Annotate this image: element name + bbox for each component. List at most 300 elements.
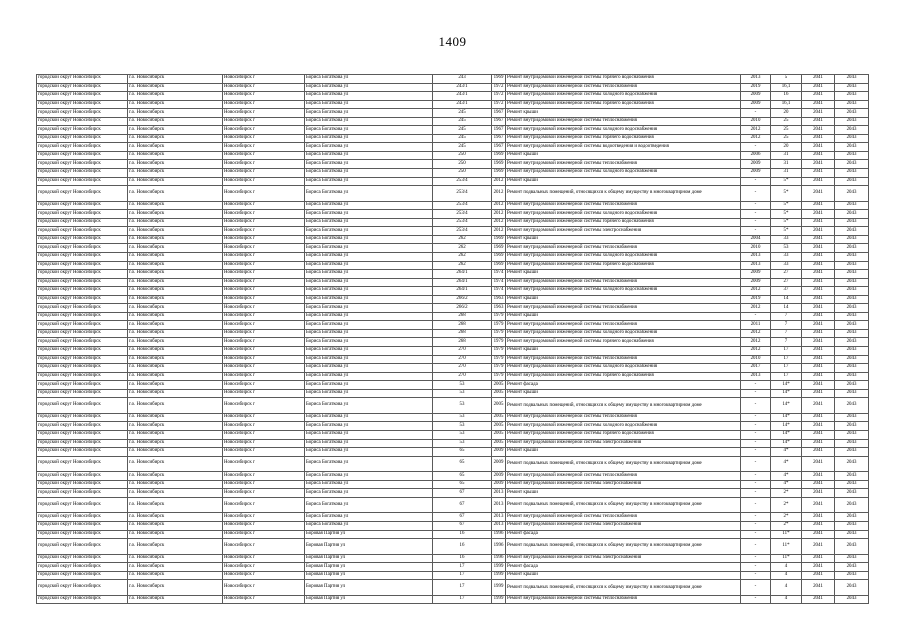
last-repair-year-cell: 2009 [741,278,771,287]
locality-cell: Новосибирск г [223,235,305,244]
settlement-cell: г.о. Новосибирск [128,539,223,555]
end-year-cell: 2043 [835,381,869,390]
street-cell: Боровая Партия ул [305,563,433,572]
last-repair-year-cell: 2013 [741,372,771,381]
table-row [37,92,869,101]
locality-cell: Новосибирск г [223,75,305,84]
street-cell: Бориса Богаткова ул [305,143,433,152]
work-type-cell: Ремонт подвальных помещений, относящихся к общему имуществу в многоквартирном доме [506,580,741,596]
locality-cell: Новосибирск г [223,329,305,338]
wear-cell: 16 [771,92,802,101]
work-type-cell: Ремонт внутридомовой инженерной системы электроснабжения [506,439,741,448]
start-year-cell: 2041 [802,430,835,439]
end-year-cell: 2043 [835,235,869,244]
build-year-cell: 2012 [492,186,506,202]
end-year-cell: 2043 [835,364,869,373]
last-repair-year-cell: 2013 [741,252,771,261]
start-year-cell: 2041 [802,530,835,539]
wear-cell: 14* [771,430,802,439]
municipality-cell: городской округ Новосибирск [37,143,128,152]
settlement-cell: г.о. Новосибирск [128,521,223,530]
locality-cell: Новосибирск г [223,489,305,498]
house-number-cell: 253/4 [433,201,492,210]
build-year-cell: 2012 [492,227,506,236]
work-type-cell: Ремонт внутридомовой инженерной системы электроснабжения [506,227,741,236]
end-year-cell: 2043 [835,186,869,202]
work-type-cell: Ремонт внутридомовой инженерной системы горячего водоснабжения [506,338,741,347]
locality-cell: Новосибирск г [223,472,305,481]
end-year-cell: 2043 [835,489,869,498]
locality-cell: Новосибирск г [223,563,305,572]
work-type-cell: Ремонт крыши [506,448,741,457]
municipality-cell: городской округ Новосибирск [37,389,128,398]
locality-cell: Новосибирск г [223,304,305,313]
last-repair-year-cell: - [741,439,771,448]
table-row [37,563,869,572]
house-number-cell: 264/1 [433,278,492,287]
last-repair-year-cell: - [741,201,771,210]
work-type-cell: Ремонт внутридомовой инженерной системы теплоснабжения [506,355,741,364]
start-year-cell: 2041 [802,287,835,296]
settlement-cell: г.о. Новосибирск [128,347,223,356]
house-number-cell: 268 [433,338,492,347]
wear-cell: 2* [771,489,802,498]
last-repair-year-cell: 2013 [741,261,771,270]
locality-cell: Новосибирск г [223,186,305,202]
locality-cell: Новосибирск г [223,389,305,398]
start-year-cell: 2041 [802,134,835,143]
street-cell: Бориса Богаткова ул [305,100,433,109]
end-year-cell: 2043 [835,539,869,555]
start-year-cell: 2041 [802,595,835,604]
street-cell: Бориса Богаткова ул [305,235,433,244]
start-year-cell: 2041 [802,521,835,530]
wear-cell: 20 [771,109,802,118]
settlement-cell: г.о. Новосибирск [128,321,223,330]
municipality-cell: городской округ Новосибирск [37,364,128,373]
build-year-cell: 2009 [492,480,506,489]
last-repair-year-cell: 2012 [741,126,771,135]
municipality-cell: городской округ Новосибирск [37,430,128,439]
wear-cell: 20 [771,143,802,152]
last-repair-year-cell: - [741,480,771,489]
wear-cell: 4 [771,571,802,580]
house-number-cell: 250 [433,160,492,169]
last-repair-year-cell: 2009 [741,169,771,178]
street-cell: Боровая Партия ул [305,580,433,596]
house-number-cell: 270 [433,372,492,381]
end-year-cell: 2043 [835,295,869,304]
municipality-cell: городской округ Новосибирск [37,287,128,296]
end-year-cell: 2043 [835,100,869,109]
table-row [37,439,869,448]
wear-cell: 37 [771,287,802,296]
work-type-cell: Ремонт внутридомовой инженерной системы горячего водоснабжения [506,134,741,143]
locality-cell: Новосибирск г [223,571,305,580]
build-year-cell: 1996 [492,554,506,563]
wear-cell: 14 [771,295,802,304]
locality-cell: Новосибирск г [223,278,305,287]
work-type-cell: Ремонт внутридомовой инженерной системы холодного водоснабжения [506,92,741,101]
end-year-cell: 2043 [835,109,869,118]
wear-cell: 14* [771,381,802,390]
build-year-cell: 2012 [492,218,506,227]
table-row [37,389,869,398]
settlement-cell: г.о. Новосибирск [128,75,223,84]
settlement-cell: г.о. Новосибирск [128,480,223,489]
start-year-cell: 2041 [802,422,835,431]
end-year-cell: 2043 [835,83,869,92]
last-repair-year-cell: - [741,571,771,580]
table-row [37,398,869,414]
last-repair-year-cell: - [741,398,771,414]
house-number-cell: 65 [433,480,492,489]
municipality-cell: городской округ Новосибирск [37,554,128,563]
last-repair-year-cell: - [741,513,771,522]
table-row [37,151,869,160]
end-year-cell: 2043 [835,413,869,422]
street-cell: Бориса Богаткова ул [305,186,433,202]
locality-cell: Новосибирск г [223,595,305,604]
table-row [37,143,869,152]
house-number-cell: 270 [433,364,492,373]
end-year-cell: 2043 [835,126,869,135]
start-year-cell: 2041 [802,261,835,270]
settlement-cell: г.о. Новосибирск [128,355,223,364]
locality-cell: Новосибирск г [223,513,305,522]
house-number-cell: 268 [433,321,492,330]
build-year-cell: 1967 [492,126,506,135]
work-type-cell: Ремонт внутридомовой инженерной системы теплоснабжения [506,83,741,92]
municipality-cell: городской округ Новосибирск [37,539,128,555]
municipality-cell: городской округ Новосибирск [37,312,128,321]
build-year-cell: 1967 [492,143,506,152]
street-cell: Бориса Богаткова ул [305,347,433,356]
build-year-cell: 1969 [492,169,506,178]
house-number-cell: 253/4 [433,177,492,186]
settlement-cell: г.о. Новосибирск [128,571,223,580]
build-year-cell: 1999 [492,571,506,580]
municipality-cell: городской округ Новосибирск [37,329,128,338]
house-number-cell: 67 [433,489,492,498]
wear-cell: 5* [771,201,802,210]
municipality-cell: городской округ Новосибирск [37,134,128,143]
build-year-cell: 1974 [492,287,506,296]
municipality-cell: городской округ Новосибирск [37,398,128,414]
settlement-cell: г.о. Новосибирск [128,177,223,186]
settlement-cell: г.о. Новосибирск [128,389,223,398]
settlement-cell: г.о. Новосибирск [128,398,223,414]
last-repair-year-cell: - [741,456,771,472]
street-cell: Бориса Богаткова ул [305,160,433,169]
table-row [37,83,869,92]
municipality-cell: городской округ Новосибирск [37,210,128,219]
house-number-cell: 268 [433,329,492,338]
table-row [37,539,869,555]
build-year-cell: 2005 [492,439,506,448]
settlement-cell: г.о. Новосибирск [128,287,223,296]
end-year-cell: 2043 [835,210,869,219]
last-repair-year-cell: - [741,472,771,481]
house-number-cell: 53 [433,430,492,439]
settlement-cell: г.о. Новосибирск [128,261,223,270]
work-type-cell: Ремонт крыши [506,347,741,356]
street-cell: Бориса Богаткова ул [305,389,433,398]
start-year-cell: 2041 [802,177,835,186]
settlement-cell: г.о. Новосибирск [128,117,223,126]
start-year-cell: 2041 [802,270,835,279]
wear-cell: 4* [771,480,802,489]
end-year-cell: 2043 [835,312,869,321]
start-year-cell: 2041 [802,151,835,160]
build-year-cell: 2009 [492,472,506,481]
end-year-cell: 2043 [835,571,869,580]
locality-cell: Новосибирск г [223,364,305,373]
work-type-cell: Ремонт внутридомовой инженерной системы горячего водоснабжения [506,75,741,84]
house-number-cell: 17 [433,580,492,596]
last-repair-year-cell: - [741,521,771,530]
municipality-cell: городской округ Новосибирск [37,563,128,572]
last-repair-year-cell: 2019 [741,83,771,92]
build-year-cell: 2005 [492,413,506,422]
locality-cell: Новосибирск г [223,295,305,304]
street-cell: Бориса Богаткова ул [305,329,433,338]
table-row [37,287,869,296]
locality-cell: Новосибирск г [223,347,305,356]
locality-cell: Новосибирск г [223,456,305,472]
street-cell: Бориса Богаткова ул [305,227,433,236]
end-year-cell: 2043 [835,580,869,596]
municipality-cell: городской округ Новосибирск [37,169,128,178]
work-type-cell: Ремонт внутридомовой инженерной системы холодного водоснабжения [506,287,741,296]
locality-cell: Новосибирск г [223,554,305,563]
build-year-cell: 1963 [492,304,506,313]
last-repair-year-cell: - [741,177,771,186]
work-type-cell: Ремонт внутридомовой инженерной системы теплоснабжения [506,595,741,604]
house-number-cell: 264/1 [433,270,492,279]
wear-cell: 17 [771,347,802,356]
street-cell: Бориса Богаткова ул [305,312,433,321]
end-year-cell: 2043 [835,321,869,330]
wear-cell: 4 [771,595,802,604]
settlement-cell: г.о. Новосибирск [128,210,223,219]
wear-cell: 16,1 [771,83,802,92]
start-year-cell: 2041 [802,413,835,422]
work-type-cell: Ремонт внутридомовой инженерной системы холодного водоснабжения [506,329,741,338]
settlement-cell: г.о. Новосибирск [128,381,223,390]
table-row [37,480,869,489]
last-repair-year-cell: - [741,210,771,219]
house-number-cell: 65 [433,456,492,472]
build-year-cell: 1999 [492,563,506,572]
wear-cell: 2* [771,497,802,513]
work-type-cell: Ремонт внутридомовой инженерной системы теплоснабжения [506,244,741,253]
street-cell: Боровая Партия ул [305,539,433,555]
street-cell: Бориса Богаткова ул [305,439,433,448]
table-row [37,261,869,270]
municipality-cell: городской округ Новосибирск [37,347,128,356]
table-row [37,109,869,118]
last-repair-year-cell: - [741,227,771,236]
start-year-cell: 2041 [802,143,835,152]
settlement-cell: г.о. Новосибирск [128,456,223,472]
settlement-cell: г.о. Новосибирск [128,489,223,498]
municipality-cell: городской округ Новосибирск [37,355,128,364]
settlement-cell: г.о. Новосибирск [128,430,223,439]
wear-cell: 4* [771,472,802,481]
wear-cell: 4 [771,563,802,572]
settlement-cell: г.о. Новосибирск [128,304,223,313]
municipality-cell: городской округ Новосибирск [37,580,128,596]
settlement-cell: г.о. Новосибирск [128,109,223,118]
municipality-cell: городской округ Новосибирск [37,530,128,539]
street-cell: Бориса Богаткова ул [305,497,433,513]
locality-cell: Новосибирск г [223,497,305,513]
end-year-cell: 2043 [835,497,869,513]
settlement-cell: г.о. Новосибирск [128,295,223,304]
locality-cell: Новосибирск г [223,480,305,489]
table-row [37,497,869,513]
last-repair-year-cell: - [741,448,771,457]
wear-cell: 53 [771,244,802,253]
house-number-cell: 270 [433,347,492,356]
settlement-cell: г.о. Новосибирск [128,235,223,244]
street-cell: Бориса Богаткова ул [305,372,433,381]
work-type-cell: Ремонт внутридомовой инженерной системы холодного водоснабжения [506,210,741,219]
end-year-cell: 2043 [835,270,869,279]
end-year-cell: 2043 [835,448,869,457]
street-cell: Боровая Партия ул [305,595,433,604]
end-year-cell: 2043 [835,595,869,604]
work-type-cell: Ремонт внутридомовой инженерной системы теплоснабжения [506,117,741,126]
last-repair-year-cell: 2009 [741,270,771,279]
house-number-cell: 16 [433,554,492,563]
start-year-cell: 2041 [802,563,835,572]
work-type-cell: Ремонт подвальных помещений, относящихся к общему имуществу в многоквартирном доме [506,456,741,472]
house-number-cell: 266/2 [433,295,492,304]
last-repair-year-cell: - [741,413,771,422]
build-year-cell: 1974 [492,278,506,287]
build-year-cell: 1979 [492,329,506,338]
settlement-cell: г.о. Новосибирск [128,372,223,381]
municipality-cell: городской округ Новосибирск [37,218,128,227]
street-cell: Бориса Богаткова ул [305,83,433,92]
locality-cell: Новосибирск г [223,413,305,422]
work-type-cell: Ремонт фасада [506,563,741,572]
municipality-cell: городской округ Новосибирск [37,304,128,313]
municipality-cell: городской округ Новосибирск [37,372,128,381]
municipality-cell: городской округ Новосибирск [37,338,128,347]
settlement-cell: г.о. Новосибирск [128,278,223,287]
start-year-cell: 2041 [802,227,835,236]
municipality-cell: городской округ Новосибирск [37,439,128,448]
work-type-cell: Ремонт внутридомовой инженерной системы горячего водоснабжения [506,430,741,439]
work-type-cell: Ремонт внутридомовой инженерной системы водоотведения и водоотведения [506,143,741,152]
street-cell: Бориса Богаткова ул [305,126,433,135]
street-cell: Бориса Богаткова ул [305,321,433,330]
last-repair-year-cell: 2012 [741,347,771,356]
locality-cell: Новосибирск г [223,372,305,381]
build-year-cell: 2012 [492,201,506,210]
settlement-cell: г.о. Новосибирск [128,143,223,152]
municipality-cell: городской округ Новосибирск [37,186,128,202]
work-type-cell: Ремонт внутридомовой инженерной системы теплоснабжения [506,513,741,522]
end-year-cell: 2043 [835,134,869,143]
wear-cell: 2* [771,513,802,522]
street-cell: Бориса Богаткова ул [305,448,433,457]
work-type-cell: Ремонт внутридомовой инженерной системы горячего водоснабжения [506,261,741,270]
work-type-cell: Ремонт крыши [506,312,741,321]
settlement-cell: г.о. Новосибирск [128,252,223,261]
wear-cell: 11* [771,530,802,539]
street-cell: Бориса Богаткова ул [305,456,433,472]
last-repair-year-cell: 2012 [741,338,771,347]
table-row [37,513,869,522]
start-year-cell: 2041 [802,295,835,304]
build-year-cell: 1969 [492,252,506,261]
work-type-cell: Ремонт внутридомовой инженерной системы горячего водоснабжения [506,372,741,381]
last-repair-year-cell: 2011 [741,321,771,330]
settlement-cell: г.о. Новосибирск [128,497,223,513]
last-repair-year-cell: - [741,554,771,563]
wear-cell: 11* [771,539,802,555]
work-type-cell: Ремонт внутридомовой инженерной системы электроснабжения [506,480,741,489]
build-year-cell: 1969 [492,261,506,270]
house-number-cell: 67 [433,513,492,522]
locality-cell: Новосибирск г [223,521,305,530]
end-year-cell: 2043 [835,521,869,530]
last-repair-year-cell: - [741,186,771,202]
start-year-cell: 2041 [802,201,835,210]
last-repair-year-cell: - [741,430,771,439]
house-number-cell: 17 [433,571,492,580]
municipality-cell: городской округ Новосибирск [37,100,128,109]
build-year-cell: 1979 [492,312,506,321]
municipality-cell: городской округ Новосибирск [37,227,128,236]
street-cell: Бориса Богаткова ул [305,134,433,143]
settlement-cell: г.о. Новосибирск [128,151,223,160]
work-type-cell: Ремонт внутридомовой инженерной системы теплоснабжения [506,304,741,313]
street-cell: Боровая Партия ул [305,554,433,563]
start-year-cell: 2041 [802,75,835,84]
start-year-cell: 2041 [802,539,835,555]
last-repair-year-cell: - [741,389,771,398]
end-year-cell: 2043 [835,554,869,563]
end-year-cell: 2043 [835,530,869,539]
street-cell: Бориса Богаткова ул [305,472,433,481]
settlement-cell: г.о. Новосибирск [128,413,223,422]
start-year-cell: 2041 [802,355,835,364]
settlement-cell: г.о. Новосибирск [128,126,223,135]
table-row [37,472,869,481]
settlement-cell: г.о. Новосибирск [128,92,223,101]
build-year-cell: 2012 [492,177,506,186]
work-type-cell: Ремонт фасада [506,530,741,539]
table-row [37,134,869,143]
work-type-cell: Ремонт внутридомовой инженерной системы теплоснабжения [506,201,741,210]
street-cell: Бориса Богаткова ул [305,177,433,186]
table-row [37,413,869,422]
table-row [37,227,869,236]
start-year-cell: 2041 [802,83,835,92]
house-number-cell: 262 [433,244,492,253]
table-row [37,100,869,109]
table-row [37,304,869,313]
work-type-cell: Ремонт крыши [506,177,741,186]
last-repair-year-cell: - [741,530,771,539]
wear-cell: 7 [771,312,802,321]
house-number-cell: 245 [433,109,492,118]
